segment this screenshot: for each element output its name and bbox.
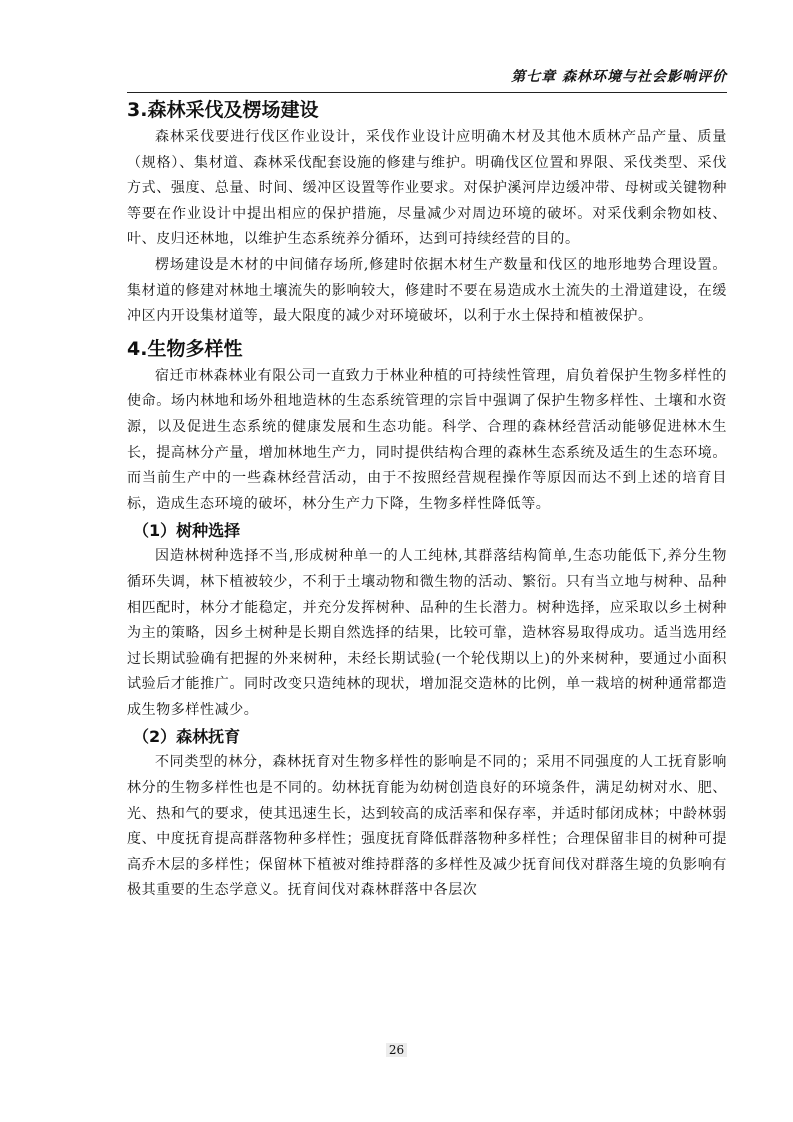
page-number-label: 26: [386, 1043, 407, 1057]
subsection-forest-tending-paragraph: 不同类型的林分，森林抚育对生物多样性的影响是不同的；采用不同强度的人工抚育影响林分的生物多样性也是不同的。幼林抚育能为幼树创造良好的环境条件，满足幼树对水、肥、光、热和气的要求，使其迅速生长，达到较高的成活率和保存率，并适时郁闭成林；中龄林弱度、中度抚育提高群落物种多样性；强度抚育降低群落物种多样性；合理保留非目的树种可提高乔木层的多样性；保留林下植被对维持群落的多样性及减少抚育间伐对群落生境的负影响有极其重要的生态学意义。抚育间伐对森林群落中各层次: [127, 754, 727, 899]
page-body: [127, 95, 727, 904]
section-4-intro-paragraph: 宿迁市林森林业有限公司一直致力于林业种植的可持续性管理，肩负着保护生物多样性的使命。场内林地和场外租地造林的生态系统管理的宗旨中强调了保护生物多样性、土壤和水资源，以及促进生态系统的健康发展和生态功能。科学、合理的森林经营活动能够促进林木生长，提高林分产量，增加林地生产力，同时提供结构合理的森林生态系统及适生的生态环境。而当前生产中的一些森林经营活动，由于不按照经营规程操作等原因而达不到上述的培育目标，造成生态环境的破坏，林分生产力下降，生物多样性降低等。: [127, 367, 727, 512]
page-number: [0, 1043, 793, 1057]
section-3-paragraph-2: 楞场建设是木材的中间储存场所,修建时依据木材生产数量和伐区的地形地势合理设置。集材道的修建对林地土壤流失的影响较大，修建时不要在易造成水土流失的土滑道建设，在缓冲区内开设集材道等，最大限度的减少对环境破坏，以利于水土保持和植被保护。: [127, 256, 727, 325]
subsection-tree-species-heading: （1）树种选择: [133, 521, 241, 541]
page-header: [127, 62, 727, 93]
section-3-heading: 3.森林采伐及楞场建设: [127, 99, 319, 121]
section-3-paragraph-1: 森林采伐要进行伐区作业设计，采伐作业设计应明确木材及其他木质林产品产量、质量（规格）、集材道、森林采伐配套设施的修建与维护。明确伐区位置和界限、采伐类型、采伐方式、强度、总量、时间、缓冲区设置等作业要求。对保护溪河岸边缓冲带、母树或关键物种等要在作业设计中提出相应的保护措施，尽量减少对周边环境的破坏。对采伐剩余物如枝、叶、皮归还林地，以维护生态系统养分循环，达到可持续经营的目的。: [127, 129, 727, 248]
subsection-tree-species-paragraph: 因造林树种选择不当,形成树种单一的人工纯林,其群落结构简单,生态功能低下,养分生物循环失调，林下植被较少，不利于土壤动物和微生物的活动、繁衍。只有当立地与树种、品种相匹配时，林分才能稳定，并充分发挥树种、品种的生长潜力。树种选择，应采取以乡土树种为主的策略，因乡土树种是长期自然选择的结果，比较可靠，造林容易取得成功。适当选用经过长期试验确有把握的外来树种，未经长期试验(一个轮伐期以上)的外来树种，要通过小面积试验后才能推广。同时改变只造纯林的现状，增加混交造林的比例，单一栽培的树种通常都造成生物多样性减少。: [127, 548, 727, 718]
chapter-title: 第七章 森林环境与社会影响评价: [511, 69, 727, 85]
subsection-forest-tending-heading: （2）森林抚育: [133, 727, 241, 747]
section-4-heading: 4.生物多样性: [127, 337, 243, 360]
